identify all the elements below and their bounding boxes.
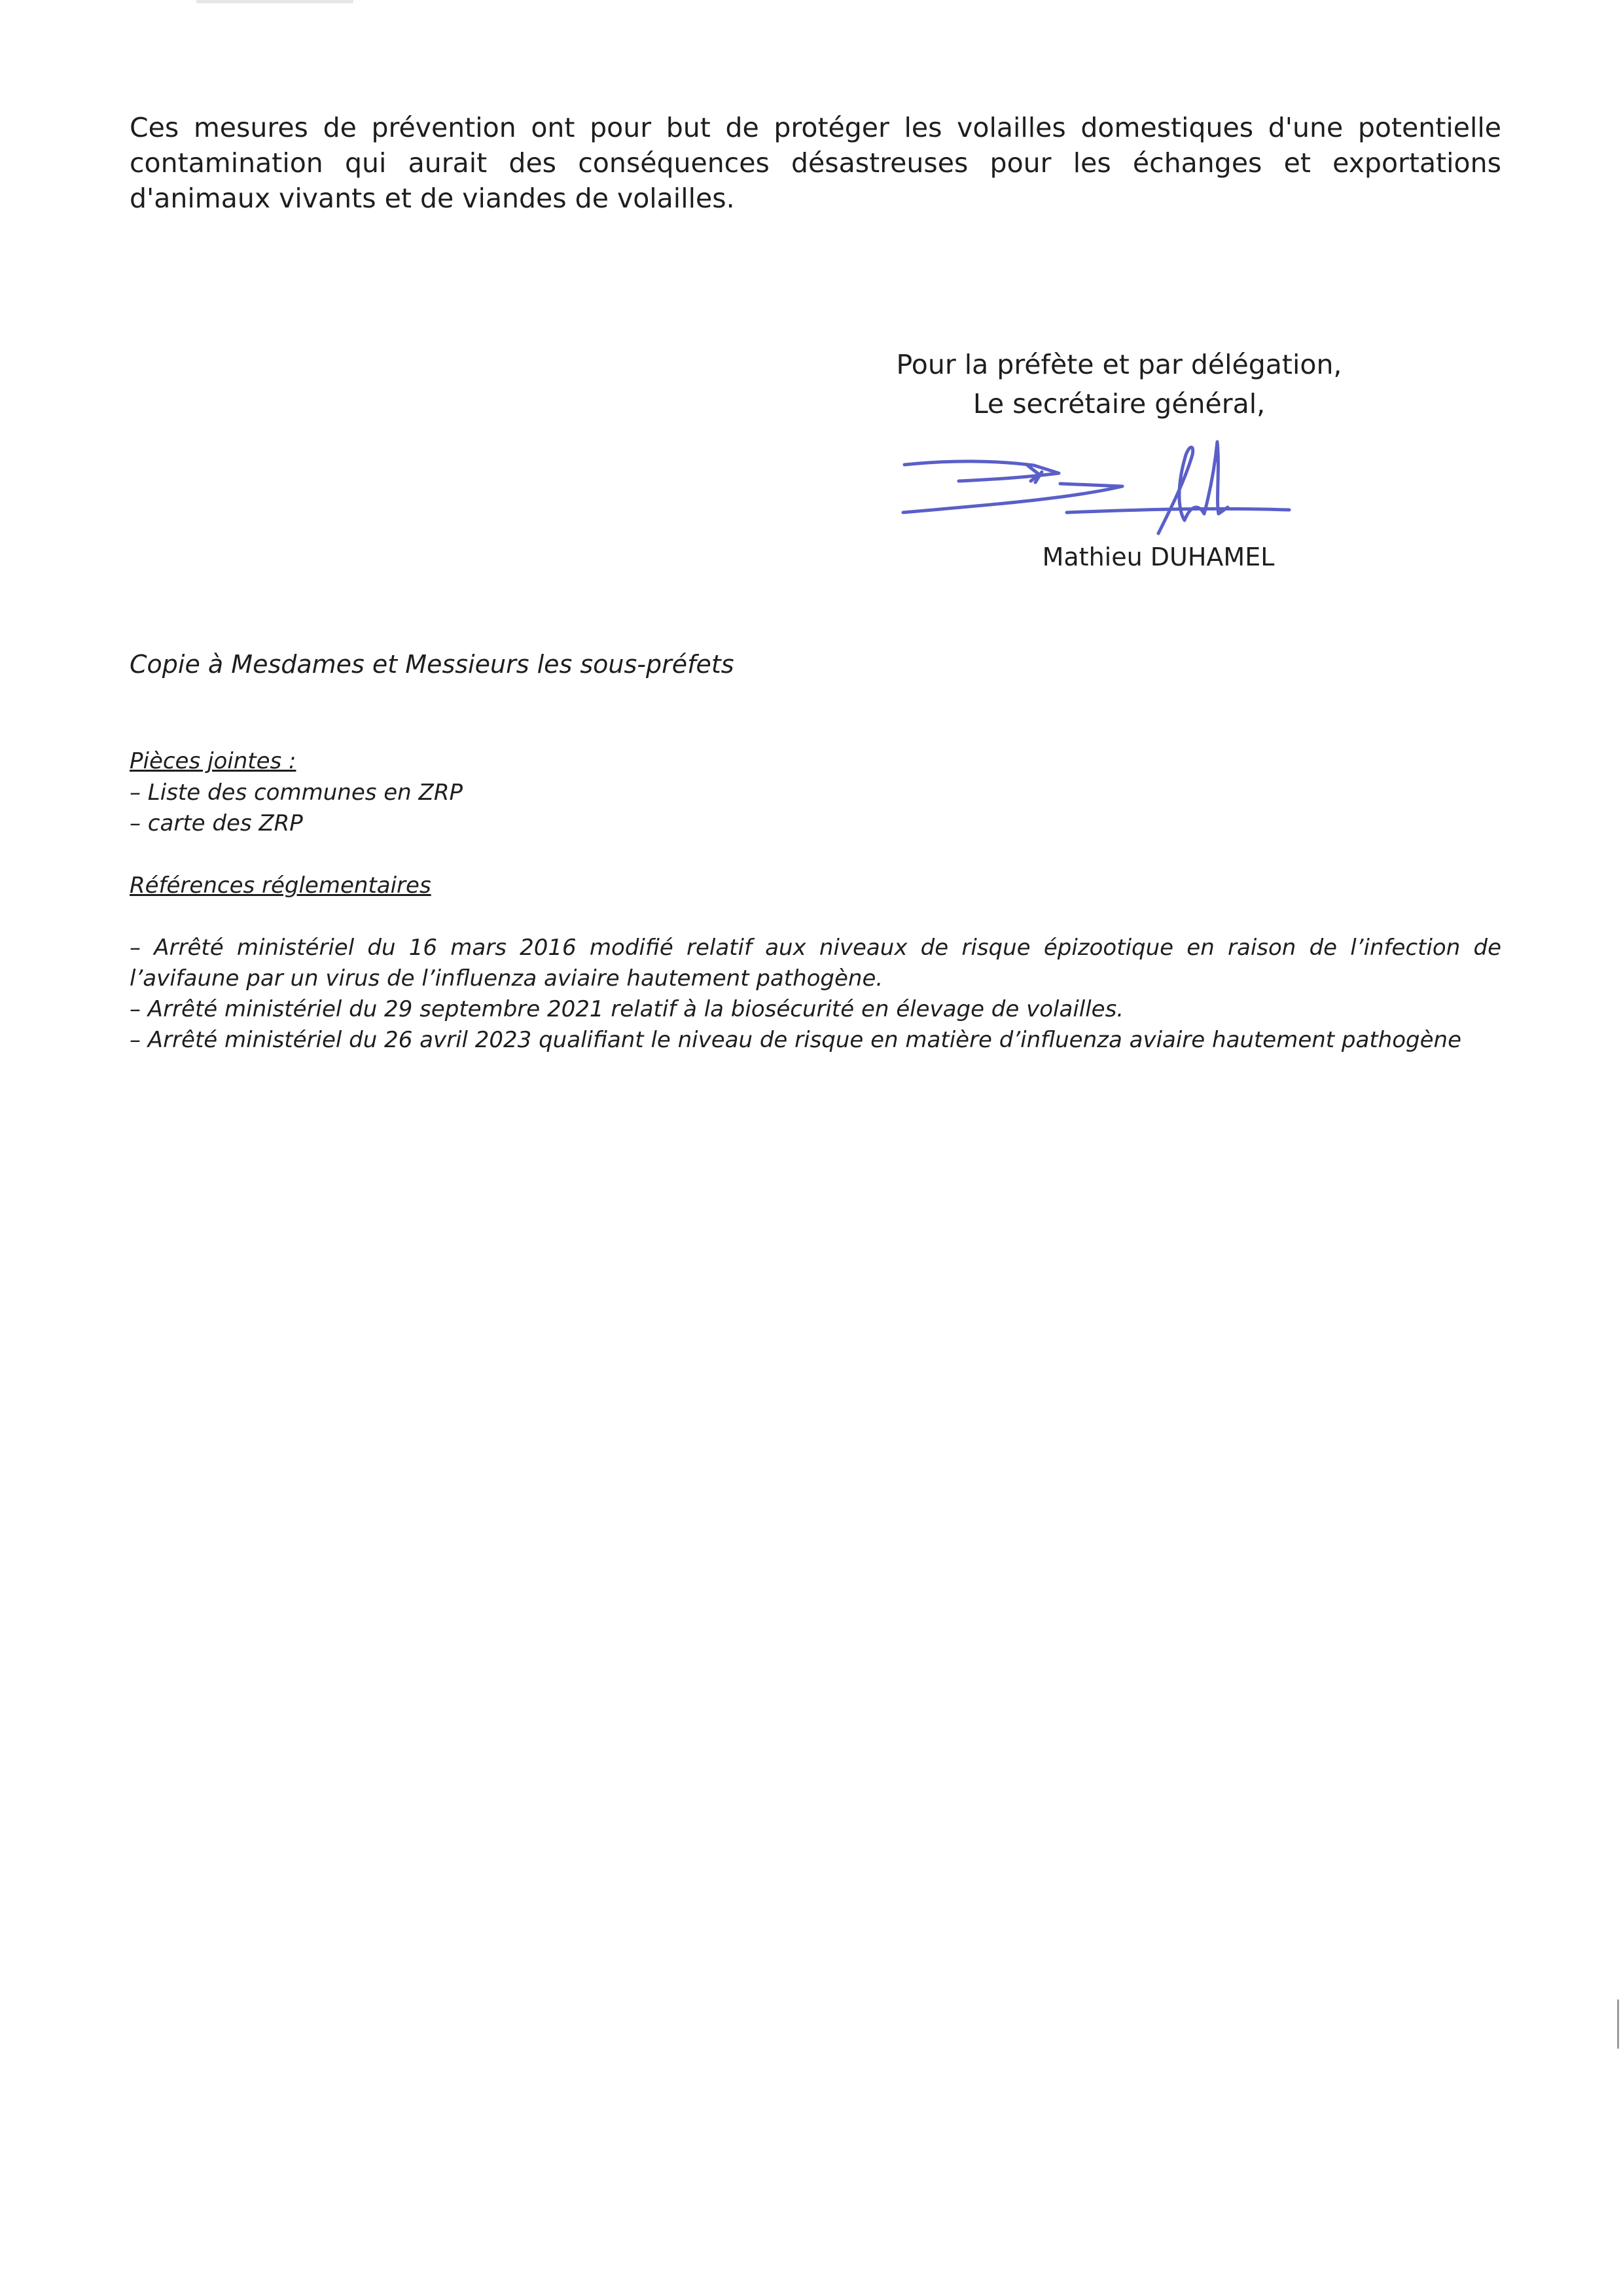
attachment-item: – Liste des communes en ZRP [130,780,463,806]
reference-item: – Arrêté ministériel du 29 septembre 2021 relatif à la biosécurité en élevage de volailles. [130,996,1124,1022]
scan-artifact-right [1617,2000,1619,2049]
references-heading: Références réglementaires [130,872,431,899]
references-list [130,933,1501,1056]
reference-item: – Arrêté ministériel du 16 mars 2016 modifié relatif aux niveaux de risque épizootique en raison de l’infection de l’avifaune par un virus de l’influenza aviaire hautement pathogène. [130,935,1501,992]
signatory-name: Mathieu DUHAMEL [1042,543,1275,571]
reference-item: – Arrêté ministériel du 26 avril 2023 qualifiant le niveau de risque en matière d’influenza aviaire hautement pathogène [130,1027,1461,1053]
signature-role-line: Le secrétaire général, [972,388,1266,420]
intro-paragraph: Ces mesures de prévention ont pour but de protéger les volailles domestiques d'une potentielle contamination qui aurait des conséquences désastreuses pour les échanges et exportations d'animaux vivants et de viandes de volailles. [130,112,1501,214]
handwritten-signature [897,429,1315,547]
attachment-item: – carte des ZRP [130,810,303,836]
attachments-list [130,778,463,839]
copy-recipients: Copie à Mesdames et Messieurs les sous-préfets [130,650,734,679]
scan-artifact-top [196,0,353,3]
signature-delegation-line: Pour la préfète et par délégation, [896,349,1342,380]
attachments-heading: Pièces jointes : [130,748,296,774]
